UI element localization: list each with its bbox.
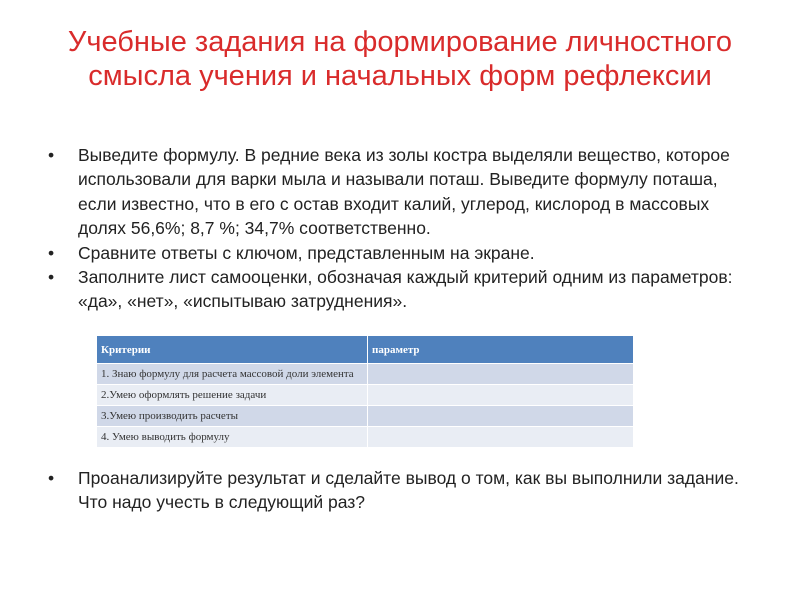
bullet-text: Выведите формулу. В редние века из золы костра выделяли вещество, которое использовали для варки мыла и называли поташ. Выведите формулу поташа, если известно, что в его с остав входит калий, углерод, кислород в массовых долях 56,6%; 8,7 %; 34,7% соответственно.	[78, 145, 730, 239]
table-header-criteria: Критерии	[97, 336, 368, 364]
table-header-parameter: параметр	[368, 336, 634, 364]
bullet-item	[48, 466, 758, 515]
table-cell-criterion: 1. Знаю формулу для расчета массовой доли элемента	[97, 364, 368, 385]
bullet-item	[48, 241, 758, 265]
bullet-icon: •	[48, 468, 55, 488]
self-assessment-table	[96, 335, 634, 448]
bullet-item	[48, 265, 758, 314]
bullet-text: Проанализируйте результат и сделайте вывод о том, как вы выполнили задание. Что надо учесть в следующий раз?	[78, 468, 739, 513]
bullet-text: Сравните ответы с ключом, представленным на экране.	[78, 242, 535, 263]
table-row	[97, 406, 634, 427]
slide-title: Учебные задания на формирование личностного смысла учения и начальных форм рефлексии	[67, 26, 733, 92]
bullet-item	[48, 143, 758, 241]
bullet-list-bottom	[48, 466, 758, 515]
table-cell-criterion: 3.Умею производить расчеты	[97, 406, 368, 427]
table-cell-parameter[interactable]	[368, 364, 634, 385]
table-cell-criterion: 2.Умею оформлять решение задачи	[97, 385, 368, 406]
bullet-icon: •	[48, 267, 55, 288]
bullet-list	[48, 143, 758, 314]
table-header-row	[97, 336, 634, 364]
table-cell-parameter[interactable]	[368, 427, 634, 448]
table-cell-parameter[interactable]	[368, 385, 634, 406]
bullet-icon: •	[48, 145, 55, 165]
table-row	[97, 385, 634, 406]
table-row	[97, 427, 634, 448]
bullet-text: Заполните лист самооценки, обозначая каждый критерий одним из параметров: «да», «нет», «испытываю затруднения».	[78, 267, 733, 312]
table-row	[97, 364, 634, 385]
table-cell-parameter[interactable]	[368, 406, 634, 427]
bullet-icon: •	[48, 242, 55, 263]
table-cell-criterion: 4. Умею выводить формулу	[97, 427, 368, 448]
